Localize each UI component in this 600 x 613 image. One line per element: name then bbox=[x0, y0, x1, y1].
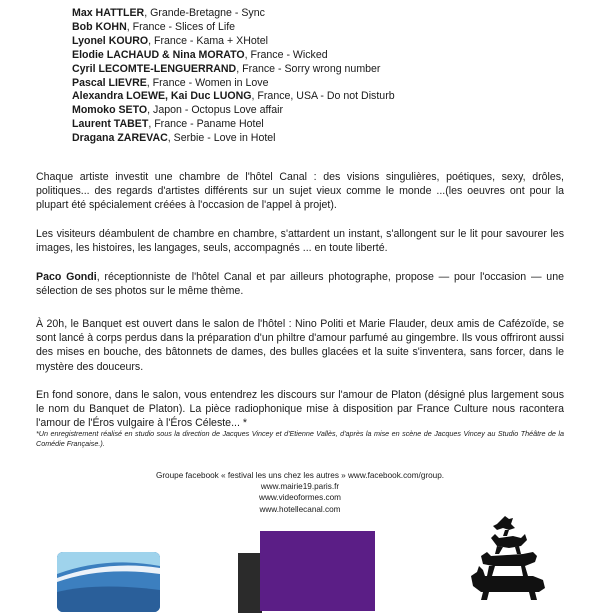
artist-line bbox=[72, 35, 395, 49]
artist-info: , France - Slices of Life bbox=[126, 20, 236, 33]
artist-info: , France, USA - Do not Disturb bbox=[251, 90, 395, 103]
mairie-logo bbox=[57, 552, 160, 612]
photographer-description: , réceptionniste de l'hôtel Canal et par ailleurs photographe, propose — pour l'occasion — une sélection de ses photos sur le même thème. bbox=[36, 271, 564, 298]
mairie-logo-graphic bbox=[57, 552, 160, 612]
artist-line bbox=[72, 7, 395, 21]
artist-name: Cyril LECOMTE-LENGUERRAND bbox=[72, 62, 237, 75]
artist-name: Alexandra LOEWE, Kai Duc LUONG bbox=[72, 90, 252, 103]
artist-line bbox=[72, 21, 395, 35]
artist-line bbox=[72, 49, 395, 63]
artist-info: , Grande-Bretagne - Sync bbox=[144, 7, 265, 19]
videoformes-logo bbox=[238, 531, 375, 611]
artist-info: , Serbie - Love in Hotel bbox=[167, 132, 276, 145]
artist-line bbox=[72, 90, 395, 104]
artist-name: Pascal LIEVRE bbox=[72, 76, 147, 89]
photographer-name: Paco Gondi bbox=[36, 271, 97, 283]
artist-info: , France - Paname Hotel bbox=[148, 118, 264, 131]
artist-name: Momoko SETO bbox=[72, 104, 148, 117]
artist-line bbox=[72, 77, 395, 91]
paragraph-visitors: Les visiteurs déambulent de chambre en chambre, s'attardent un instant, s'allongent sur le lit pour savourer les images, les histoires, les langages, seuls, accompagnés ... en toute liberté. bbox=[36, 228, 564, 255]
paragraph-banquet: À 20h, le Banquet est ouvert dans le salon de l'hôtel : Nino Politi et Marie Flauder, deux amis de Cafézoïde, se sont lancé à corps perdus dans la préparation d'un philtre d'amour parfumé au gingembre. Ils vous offriront aussi des mises en bouche, des bâtonnets de dames, des bulles glacées et la suite s'inventera, sans forcer, dans le mystère des douceurs. bbox=[36, 318, 564, 373]
mairie-link[interactable]: www.mairie19.paris.fr bbox=[260, 482, 340, 492]
stacked-animals-icon bbox=[463, 516, 548, 600]
artist-info: , France - Women in Love bbox=[146, 76, 269, 89]
artist-line bbox=[72, 63, 395, 77]
footnote: *Un enregistrement réalisé en studio sous la direction de Jacques Vincey et d'Etienne Vallès, d'après la mise en scène de Jacques Vincey au Studio Théâtre de la Comédie Française.). bbox=[36, 429, 564, 448]
artist-info: , France - Wicked bbox=[244, 48, 328, 61]
paragraph-radio: En fond sonore, dans le salon, vous entendrez les discours sur l'amour de Platon (désigné plus largement sous le nom du Banquet de Platon). La pièce radiophonique mise à disposition par France Culture nous racontera l'amour de l'Éros vulgaire à l'Éros Céleste... * bbox=[36, 389, 564, 430]
artist-line bbox=[72, 118, 395, 132]
artist-name: Bob KOHN bbox=[72, 20, 127, 33]
artist-name: Laurent TABET bbox=[72, 118, 149, 131]
artist-line bbox=[72, 132, 395, 146]
artist-info: , Japon - Octopus Love affair bbox=[147, 104, 283, 117]
bremen-animals-logo bbox=[463, 516, 548, 600]
artist-info: , France - Sorry wrong number bbox=[236, 62, 381, 75]
hotel-link[interactable]: www.hotellecanal.com bbox=[259, 504, 341, 514]
artist-name: Max HATTLER bbox=[72, 7, 145, 19]
paragraph-artists-rooms: Chaque artiste investit une chambre de l'hôtel Canal : des visions singulières, poétiques, sexy, drôles, politiques... des regards d'artistes différents sur un sujet vieux comme le monde ...(les oeuvres ont pour la plupart été spécialement créées à l'occasion de l'appel à projet). bbox=[36, 171, 564, 212]
artist-line bbox=[72, 104, 395, 118]
videoformes-logo-purple-block bbox=[260, 531, 375, 611]
paragraph-photographer bbox=[36, 270, 564, 298]
artist-name: Dragana ZAREVAC bbox=[72, 132, 168, 145]
artist-info: , France - Kama + XHotel bbox=[148, 34, 268, 47]
videoformes-link[interactable]: www.videoformes.com bbox=[259, 493, 341, 503]
artist-list bbox=[72, 7, 395, 146]
links-block bbox=[0, 470, 600, 515]
artist-name: Lyonel KOURO bbox=[72, 34, 149, 47]
artist-name: Elodie LACHAUD & Nina MORATO bbox=[72, 48, 245, 61]
facebook-group-link[interactable]: Groupe facebook « festival les uns chez les autres » www.facebook.com/group. bbox=[155, 471, 445, 480]
videoformes-logo-dark-block bbox=[238, 553, 262, 613]
